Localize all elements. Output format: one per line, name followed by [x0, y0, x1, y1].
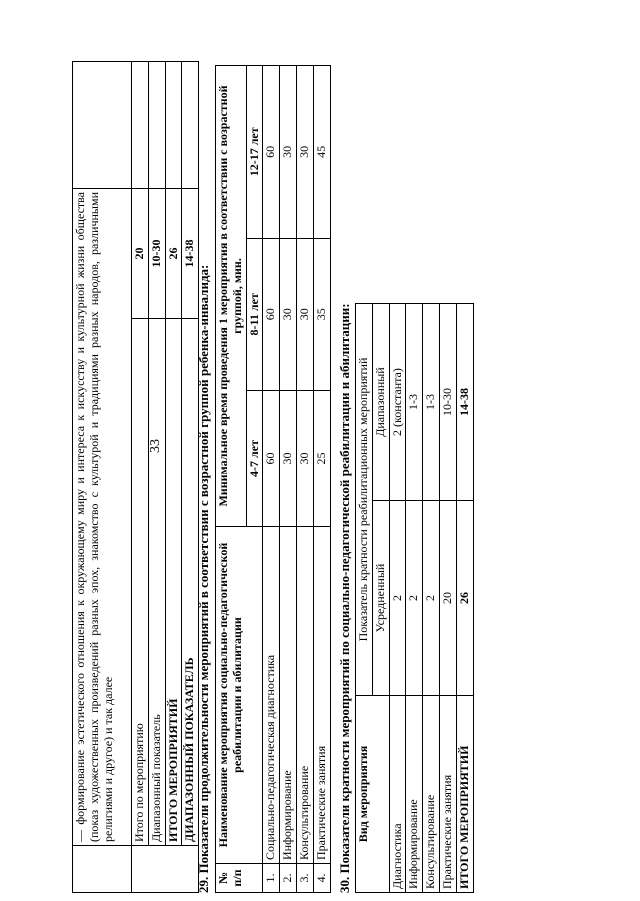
- section-29-table: [215, 65, 331, 893]
- top-table: [72, 61, 199, 893]
- section-29-title: 29. Показатели продолжительности мероприятий в соответствии с возрастной группой ребенка-инвалида:: [196, 264, 211, 893]
- row-value: 10-30: [148, 189, 165, 319]
- row-value: 14-38: [182, 189, 199, 319]
- row-label: ДИАПАЗОННЫЙ ПОКАЗАТЕЛЬ: [182, 319, 199, 846]
- col-header-kind: Вид мероприятия: [356, 696, 390, 893]
- top-table-right-cell: [73, 62, 132, 189]
- col-header-age: 8-11 лет: [246, 238, 263, 390]
- table-row: 3. Консультирование 30 30 30: [296, 66, 313, 893]
- table-row: ИТОГО МЕРОПРИЯТИЙ 26 14-38: [456, 304, 473, 893]
- table-row: [165, 62, 182, 893]
- table-row: Информирование 2 1-3: [406, 304, 423, 893]
- table-row: Практические занятия 20 10-30: [439, 304, 456, 893]
- col-header-indicator: Показатель кратности реабилитационных мероприятий: [356, 304, 373, 696]
- col-header-name: Наименование мероприятия социально-педагогической реабилитации и абилитации: [216, 527, 263, 864]
- row-label: ИТОГО МЕРОПРИЯТИЙ: [165, 319, 182, 846]
- table-row: 4. Практические занятия 25 35 45: [313, 66, 330, 893]
- col-header-time: Минимальное время проведения 1 мероприятия в соответствии с возрастной группой, мин.: [216, 66, 247, 527]
- table-row: Консультирование 2 1-3: [423, 304, 440, 893]
- row-label: Итого по мероприятию: [132, 319, 149, 846]
- table-row: 2. Информирование 30 30 30: [280, 66, 297, 893]
- col-header-num: № п/п: [216, 864, 263, 893]
- section-30-table: [355, 303, 474, 893]
- top-table-empty-cell: [73, 846, 132, 893]
- table-row: [132, 62, 149, 893]
- col-header-range: Диапазонный: [372, 304, 389, 501]
- table-row: 1. Социально-педагогическая диагностика 60 60 60: [263, 66, 280, 893]
- bullet-text: — формирование эстетического отношения к окружающему миру и интереса к искусству и культурной жизни общества (показ художественных произведений разных эпох, знакомство с культурой и традициями разных народов, различными религиями и другое) и так далее: [73, 189, 132, 846]
- col-header-age: 12-17 лет: [246, 66, 263, 239]
- row-label: Диапазонный показатель: [148, 319, 165, 846]
- col-header-avg: Усредненный: [372, 501, 389, 696]
- row-value: 20: [132, 189, 149, 319]
- table-row: [148, 62, 165, 893]
- table-row: Диагностика 2 2 (константа): [389, 304, 406, 893]
- section-30-title: 30. Показатели кратности мероприятий по социально-педагогической реабилитации и абилитации:: [337, 303, 352, 893]
- row-value: 26: [165, 189, 182, 319]
- col-header-age: 4-7 лет: [246, 390, 263, 526]
- page-number: 33: [148, 439, 163, 453]
